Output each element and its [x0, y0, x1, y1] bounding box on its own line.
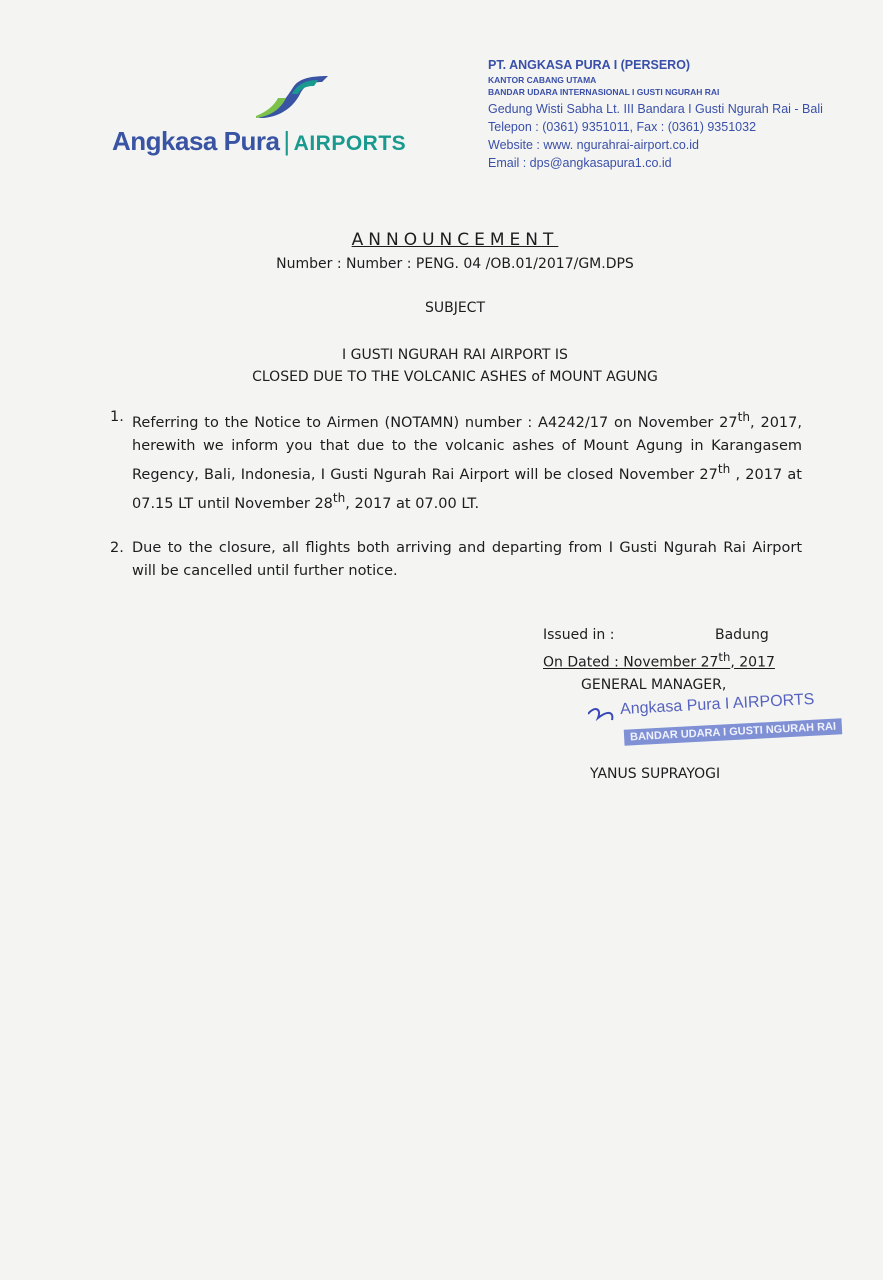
- list-item: [110, 537, 802, 583]
- logo-suffix: AIRPORTS: [293, 132, 407, 155]
- ordinal-suffix: th: [717, 461, 731, 476]
- logo-swoosh-icon: [252, 72, 332, 122]
- headline-line-2: CLOSED DUE TO THE VOLCANIC ASHES of MOUNT AGUNG: [252, 369, 658, 385]
- company-phone: Telepon : (0361) 9351011, Fax : (0361) 9351032: [488, 120, 757, 134]
- item-text-part: , 2017, herewith we inform you that due to the volcanic ashes of Mount Agung in Karangasem Regency, Bali, Indonesia, I Gusti Ngurah Rai Airport will be closed November 27: [132, 414, 802, 483]
- stamp-text-bottom: BANDAR UDARA I GUSTI NGURAH RAI: [624, 718, 843, 745]
- item-number: 1.: [110, 409, 124, 425]
- company-unit: BANDAR UDARA INTERNASIONAL I GUSTI NGURAH RAI: [488, 87, 720, 97]
- signature-block: [543, 624, 863, 696]
- announcement-number: Number : Number : PENG. 04 /OB.01/2017/GM.DPS: [276, 256, 634, 272]
- company-info: [488, 58, 823, 172]
- item-number: 2.: [110, 540, 124, 557]
- company-address: Gedung Wisti Sabha Lt. III Bandara I Gusti Ngurah Rai - Bali: [488, 102, 823, 116]
- signer-role: GENERAL MANAGER,: [581, 676, 727, 693]
- list-item: [110, 406, 802, 515]
- item-text: Due to the closure, all flights both arriving and departing from I Gusti Ngurah Rai Airport will be cancelled until further notice.: [132, 540, 802, 580]
- item-text-part: , 2017 at 07.00 LT.: [345, 495, 480, 512]
- logo-brand: Angkasa Pura: [112, 126, 280, 156]
- ordinal-suffix: th: [737, 410, 751, 424]
- subject-headline: [0, 344, 883, 388]
- item-text-part: , 2017 at 07.15 LT until November 28: [132, 466, 802, 512]
- stamp-text-top: Angkasa Pura I AIRPORTS: [619, 690, 815, 719]
- issued-row: [543, 624, 863, 646]
- ordinal-suffix: th: [332, 490, 346, 505]
- issued-place: Badung: [715, 627, 769, 643]
- ordinal-suffix: th: [718, 650, 731, 664]
- dated-row: On Dated : November 27th, 2017: [543, 650, 775, 671]
- company-name: PT. ANGKASA PURA I (PERSERO): [488, 58, 691, 72]
- official-stamp: [588, 692, 858, 752]
- subject-label: SUBJECT: [424, 300, 486, 316]
- company-website: Website : www. ngurahrai-airport.co.id: [488, 138, 699, 152]
- logo-separator: |: [283, 126, 290, 156]
- headline-line-1: I GUSTI NGURAH RAI AIRPORT IS: [342, 347, 568, 363]
- company-branch: KANTOR CABANG UTAMA: [488, 75, 597, 85]
- company-email: Email : dps@angkasapura1.co.id: [488, 156, 672, 170]
- announcement-items: [110, 406, 802, 605]
- item-text-part: Referring to the Notice to Airmen (NOTAMN) number : A4242/17 on November 27: [132, 414, 738, 431]
- company-logo: [112, 72, 412, 162]
- announcement-title: ANNOUNCEMENT: [351, 230, 559, 250]
- issued-label: Issued in :: [543, 627, 615, 643]
- signer-name: YANUS SUPRAYOGI: [590, 766, 721, 782]
